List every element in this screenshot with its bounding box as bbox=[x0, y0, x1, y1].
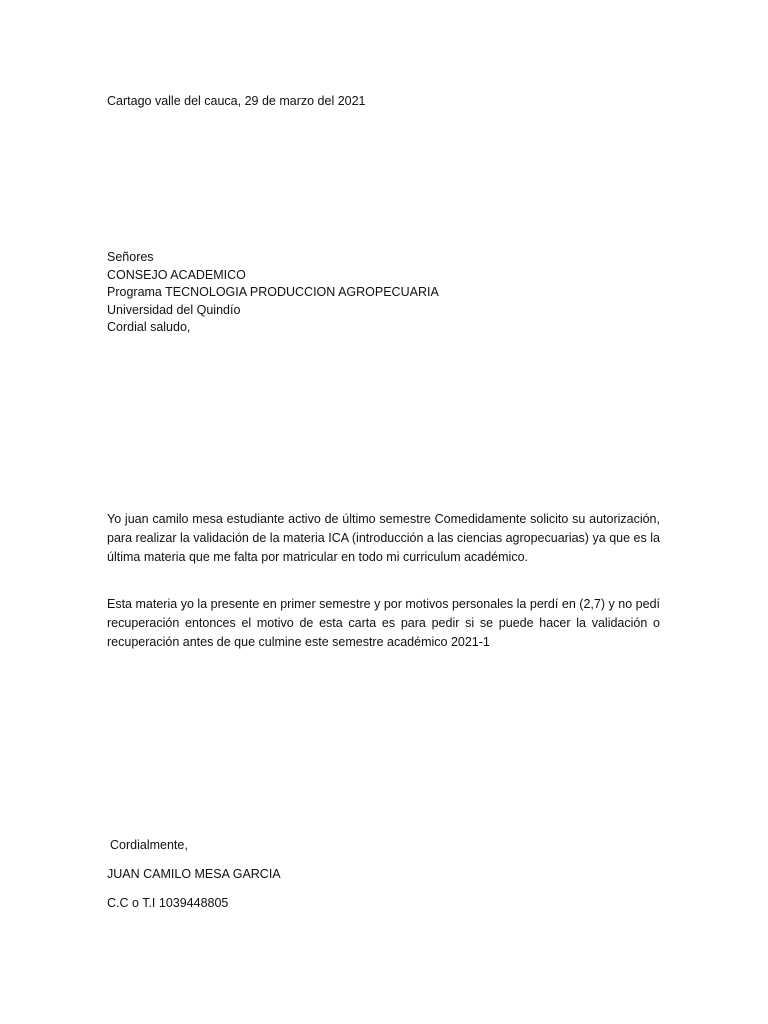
place-date: Cartago valle del cauca, 29 de marzo del 2021 bbox=[107, 94, 366, 108]
closing: Cordialmente, bbox=[110, 838, 188, 852]
recipient-program: Programa TECNOLOGIA PRODUCCION AGROPECUARIA bbox=[107, 285, 439, 299]
body-paragraph-1: Yo juan camilo mesa estudiante activo de último semestre Comedidamente solicito su autorización, para realizar la validación de la materia ICA (introducción a las ciencias agropecuarias) ya que es la última materia que me falta por matricular en todo mi curriculum académico. bbox=[107, 512, 660, 564]
recipient-title: Señores bbox=[107, 250, 154, 264]
recipient-university: Universidad del Quindío bbox=[107, 302, 241, 317]
greeting: Cordial saludo, bbox=[107, 320, 191, 334]
body-paragraph-2: Esta materia yo la presente en primer semestre y por motivos personales la perdí en (2,7) y no pedí recuperación entonces el motivo de esta carta es para pedir si se puede hacer la validación o recuperación antes de que culmine este semestre académico 2021-1 bbox=[107, 597, 660, 649]
signer-id: C.C o T.I 1039448805 bbox=[107, 896, 229, 910]
signer-name: JUAN CAMILO MESA GARCIA bbox=[107, 867, 281, 881]
recipient-block bbox=[107, 249, 439, 337]
recipient-body: CONSEJO ACADEMICO bbox=[107, 267, 246, 282]
